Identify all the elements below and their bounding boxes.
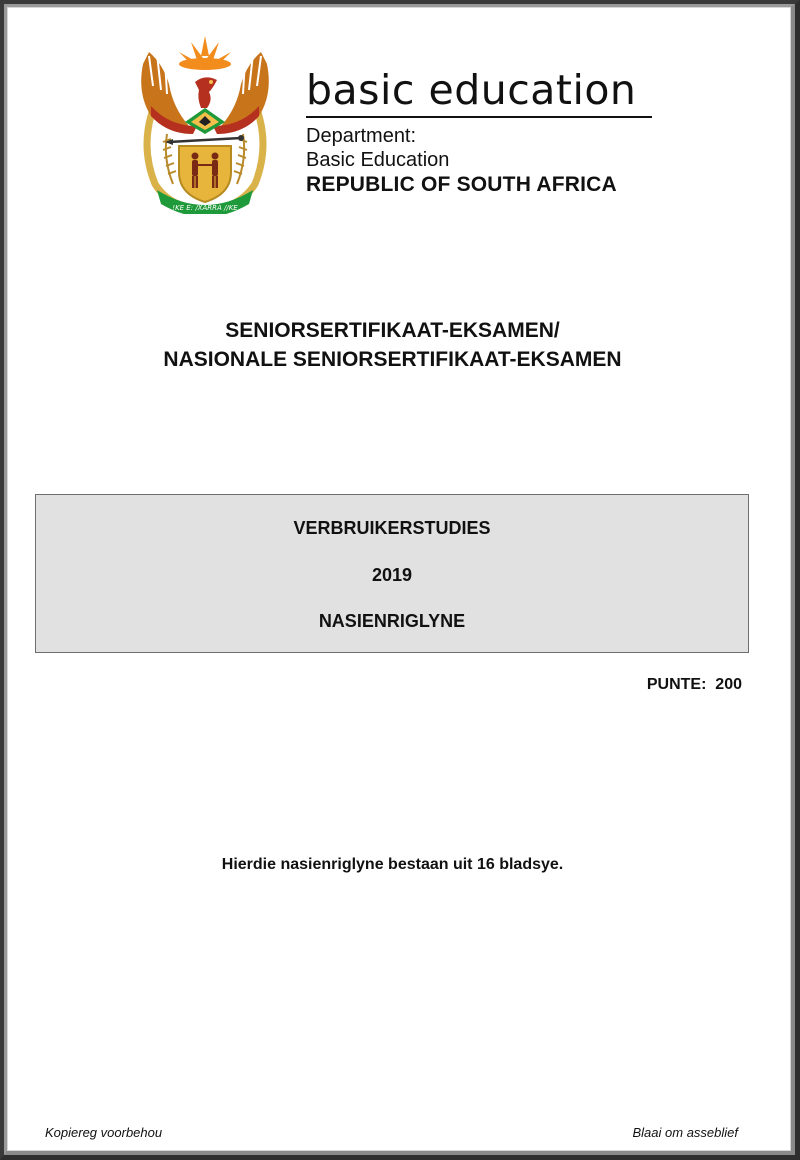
title-box: [35, 494, 749, 653]
exam-heading-line2: NASIONALE SENIORSERTIFIKAAT-EKSAMEN: [163, 348, 622, 371]
page-count-note: Hierdie nasienriglyne bestaan uit 16 bladsye.: [221, 856, 564, 873]
brand-divider: [306, 116, 652, 118]
exam-year: 2019: [371, 565, 413, 585]
brand-title: basic education: [306, 66, 637, 114]
subject-title: VERBRUIKERSTUDIES: [293, 518, 491, 538]
exam-heading-line1: SENIORSERTIFIKAAT-EKSAMEN/: [225, 319, 560, 342]
document-type: NASIENRIGLYNE: [318, 611, 466, 631]
department-name: Basic Education: [306, 149, 450, 171]
country-name: REPUBLIC OF SOUTH AFRICA: [306, 173, 617, 196]
svg-text:!KE E: /XARRA //KE: !KE E: /XARRA //KE: [172, 204, 238, 212]
coat-of-arms-icon: [133, 34, 277, 214]
department-label: Department:: [306, 125, 417, 147]
footer-copyright: Kopiereg voorbehou: [45, 1125, 163, 1140]
total-marks: PUNTE: 200: [646, 676, 742, 693]
footer-turn-page: Blaai om asseblief: [632, 1125, 738, 1140]
